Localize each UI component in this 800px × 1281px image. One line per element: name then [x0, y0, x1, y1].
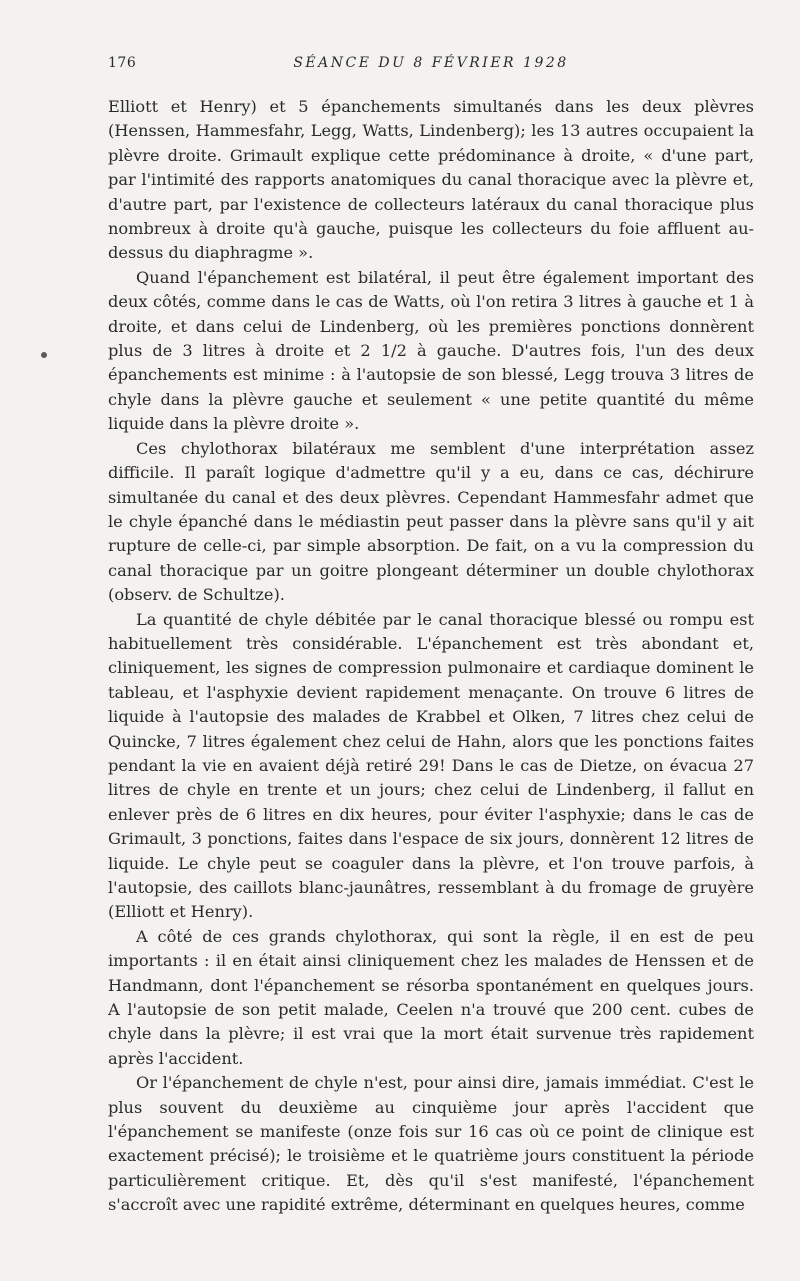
paragraph: Ces chylothorax bilatéraux me semblent d'une interprétation assez difficile. Il paraît logique d'admettre qu'il y a eu, dans ce cas, déchirure simultanée du canal et des deux plèvres. Cependant Hammesfahr admet que le chyle épanché dans le médiastin peut passer dans la plèvre sans qu'il y ait rupture de celle-ci, par simple absorption. De fait, on a vu la compression du canal thoracique par un goitre plongeant déterminer un double chylothorax (observ. de Schultze). — [108, 438, 754, 605]
margin-mark — [41, 352, 47, 358]
body-text — [108, 95, 754, 1218]
paragraph: La quantité de chyle débitée par le canal thoracique blessé ou rompu est habituellement très considérable. L'épanchement est très abondant et, cliniquement, les signes de compression pulmonaire et cardiaque dominent le tableau, et l'asphyxie devient rapidement menaçante. On trouve 6 litres de liquide à l'autopsie des malades de Krabbel et Olken, 7 litres chez celui de Quincke, 7 litres également chez celui de Hahn, alors que les ponctions faites pendant la vie en avaient déjà retiré 29! Dans le cas de Dietze, on évacua 27 litres de chyle en trente et un jours; chez celui de Lindenberg, il fallut en enlever près de 6 litres en dix heures, pour éviter l'asphyxie; dans le cas de Grimault, 3 ponctions, faites dans l'espace de six jours, donnèrent 12 litres de liquide. Le chyle peut se coaguler dans la plèvre, et l'on trouve parfois, à l'autopsie, des caillots blanc-jaunâtres, ressemblant à du fromage de gruyère (Elliott et Henry). — [108, 609, 754, 922]
paragraph: Quand l'épanchement est bilatéral, il peut être également important des deux côtés, comme dans le cas de Watts, où l'on retira 3 litres à gauche et 1 à droite, et dans celui de Lindenberg, où les premières ponctions donnèrent plus de 3 litres à droite et 2 1/2 à gauche. D'autres fois, l'un des deux épanchements est minime : à l'autopsie de son blessé, Legg trouva 3 litres de chyle dans la plèvre gauche et seulement « une petite quantité du même liquide dans la plèvre droite ». — [108, 267, 754, 434]
page-number: 176 — [108, 55, 137, 71]
running-head: SÉANCE DU 8 FÉVRIER 1928 — [293, 55, 569, 71]
page-header — [108, 52, 754, 74]
paragraph: A côté de ces grands chylothorax, qui sont la règle, il en est de peu importants : il en était ainsi cliniquement chez les malades de Henssen et de Handmann, dont l'épanchement se résorba spontanément en quelques jours. A l'autopsie de son petit malade, Ceelen n'a trouvé que 200 cent. cubes de chyle dans la plèvre; il est vrai que la mort était survenue très rapidement après l'accident. — [108, 926, 754, 1068]
paragraph: Or l'épanchement de chyle n'est, pour ainsi dire, jamais immédiat. C'est le plus souvent du deuxième au cinquième jour après l'accident que l'épanchement se manifeste (onze fois sur 16 cas où ce point de clinique est exactement précisé); le troisième et le quatrième jours constituent la période particulièrement critique. Et, dès qu'il s'est manifesté, l'épanchement s'accroît avec une rapidité extrême, déterminant en quelques heures, comme — [108, 1073, 754, 1215]
paragraph: Elliott et Henry) et 5 épanchements simultanés dans les deux plèvres (Henssen, Hammesfahr, Legg, Watts, Lindenberg); les 13 autres occupaient la plèvre droite. Grimault explique cette prédominance à droite, « d'une part, par l'intimité des rapports anatomiques du canal thoracique avec la plèvre et, d'autre part, par l'existence de collecteurs latéraux du canal thoracique plus nombreux à droite qu'à gauche, puisque les collecteurs du foie affluent au-dessus du diaphragme ». — [108, 97, 754, 263]
